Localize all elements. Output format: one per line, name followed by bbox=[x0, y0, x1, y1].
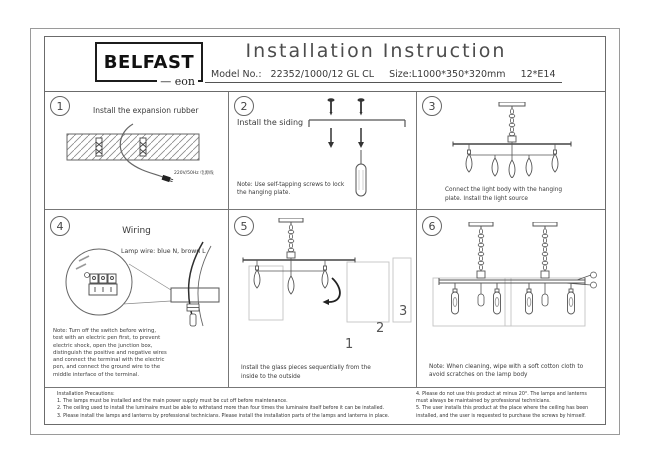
ceiling-canopy bbox=[499, 102, 525, 106]
panel-1 bbox=[45, 92, 229, 210]
expansion-anchor bbox=[96, 138, 102, 156]
light-body-diagram bbox=[435, 102, 589, 178]
step-4-title: Wiring bbox=[122, 226, 151, 236]
step-4-badge: 4 bbox=[50, 216, 70, 236]
lamp-wire-label: Lamp wire: blue N, brown L bbox=[121, 248, 206, 255]
arm-bar bbox=[243, 258, 355, 263]
size-label: Size: bbox=[389, 69, 412, 80]
model-value: 22352/1000/12 GL CL bbox=[270, 69, 375, 80]
ceiling-canopies bbox=[469, 222, 557, 229]
hub bbox=[477, 271, 485, 278]
panel-5 bbox=[229, 210, 417, 388]
glass-panels-outline bbox=[249, 258, 411, 322]
header bbox=[45, 37, 605, 92]
hub bbox=[287, 252, 295, 258]
chain bbox=[509, 109, 515, 136]
chain-right bbox=[542, 229, 548, 270]
bulb-clusters bbox=[452, 283, 575, 314]
sequence-label-2: 2 bbox=[376, 321, 385, 336]
power-spec-label: 220V/50Hz 电源线 bbox=[174, 171, 214, 176]
model-line bbox=[205, 69, 562, 83]
precaution-item: 5. The user installs this product at the place where the ceiling has been installed, and the user is requested to purchase the screws by himself. bbox=[416, 406, 589, 419]
step-5-caption: Install the glass pieces sequentially from the inside to the outside bbox=[241, 365, 371, 380]
panel-3 bbox=[417, 92, 605, 210]
wiring-diagram bbox=[49, 238, 225, 330]
step-2-badge: 2 bbox=[234, 96, 254, 116]
sheet-border bbox=[30, 28, 620, 435]
steps-grid bbox=[45, 92, 605, 388]
terminal-block bbox=[89, 274, 117, 295]
precautions-footer bbox=[45, 388, 605, 427]
chain bbox=[288, 225, 294, 252]
size-value: L1000*350*320mm bbox=[411, 69, 506, 80]
hub bbox=[541, 271, 549, 278]
junction-box bbox=[171, 288, 219, 302]
precautions-title: Installation Precautions: bbox=[57, 392, 115, 397]
lamp-spec: 12*E14 bbox=[520, 69, 556, 80]
lamp-wire bbox=[198, 246, 211, 326]
self-tapping-screw bbox=[358, 98, 365, 115]
pendant-tube bbox=[356, 150, 366, 196]
ceiling-band bbox=[67, 134, 199, 160]
precaution-item: 4. Please do not use this product at minus 20°. The lamps and lanterns must always be maintained by professional technicians. bbox=[416, 392, 587, 405]
model-label: Model No.: bbox=[211, 69, 262, 80]
brand-name: BELFAST bbox=[103, 51, 195, 73]
step-3-badge: 3 bbox=[422, 96, 442, 116]
chain-left bbox=[478, 229, 484, 270]
brand-sub-name: — eon bbox=[157, 75, 198, 88]
precautions-right-column bbox=[416, 391, 595, 427]
full-lamp-diagram bbox=[425, 222, 599, 346]
self-tapping-screw bbox=[328, 98, 335, 115]
glass-install-diagram bbox=[235, 218, 413, 354]
step-1-badge: 1 bbox=[50, 96, 70, 116]
document-title: Installation Instruction bbox=[245, 40, 507, 62]
content-frame bbox=[44, 36, 606, 425]
wire-connector bbox=[187, 304, 199, 326]
step-3-caption: Connect the light body with the hanging plate. Install the light source bbox=[445, 187, 563, 202]
brand-logo bbox=[95, 42, 203, 88]
precaution-item: 1. The lamps must be installed and the main power supply must be cut off before maintenance. bbox=[57, 399, 288, 405]
panel-6 bbox=[417, 210, 605, 388]
expansion-rubber-diagram bbox=[53, 122, 223, 206]
step-2-caption: Install the siding bbox=[237, 118, 304, 127]
step-6-badge: 6 bbox=[422, 216, 442, 236]
precautions-left-column bbox=[57, 391, 402, 427]
sequence-label-1: 1 bbox=[345, 337, 354, 352]
hanging-plate bbox=[309, 120, 405, 127]
screw-arrow bbox=[328, 128, 334, 148]
panel-2 bbox=[229, 92, 417, 210]
precaution-item: 3. Please install the lamps and lanterns by professional technicians. Please install the installation parts of the lamps and lanterns in place. bbox=[57, 413, 390, 419]
step-4-note: Note: Turn off the switch before wiring, test with an electric pen first, to prevent electric shock, open the junction box, distinguish the positive and negative wires and connect the terminal with the electric pen, and connect the ground wire to the middle interface of the terminal. bbox=[53, 327, 167, 378]
plug-symbol bbox=[162, 175, 174, 183]
step-6-note: Note: When cleaning, wipe with a soft cotton cloth to avoid scratches on the lamp body bbox=[429, 363, 584, 378]
precaution-item: 2. The ceiling used to install the luminaire must be able to withstand more than four times the luminaire itself before it can be installed. bbox=[57, 406, 385, 412]
expansion-anchor bbox=[140, 138, 146, 156]
step-2-note: Note: Use self-tapping screws to lock the hanging plate. bbox=[237, 181, 345, 196]
center-finials bbox=[478, 283, 548, 306]
step-1-caption: Install the expansion rubber bbox=[93, 106, 199, 115]
ceiling-wire bbox=[189, 242, 203, 326]
main-bar bbox=[439, 278, 585, 285]
step-5-badge: 5 bbox=[234, 216, 254, 236]
ceiling-canopy bbox=[279, 218, 303, 222]
hub bbox=[508, 136, 516, 142]
screw-arrow bbox=[358, 128, 364, 148]
header-title-block bbox=[205, 40, 556, 83]
sequence-label-3: 3 bbox=[399, 304, 408, 319]
panel-4 bbox=[45, 210, 229, 388]
